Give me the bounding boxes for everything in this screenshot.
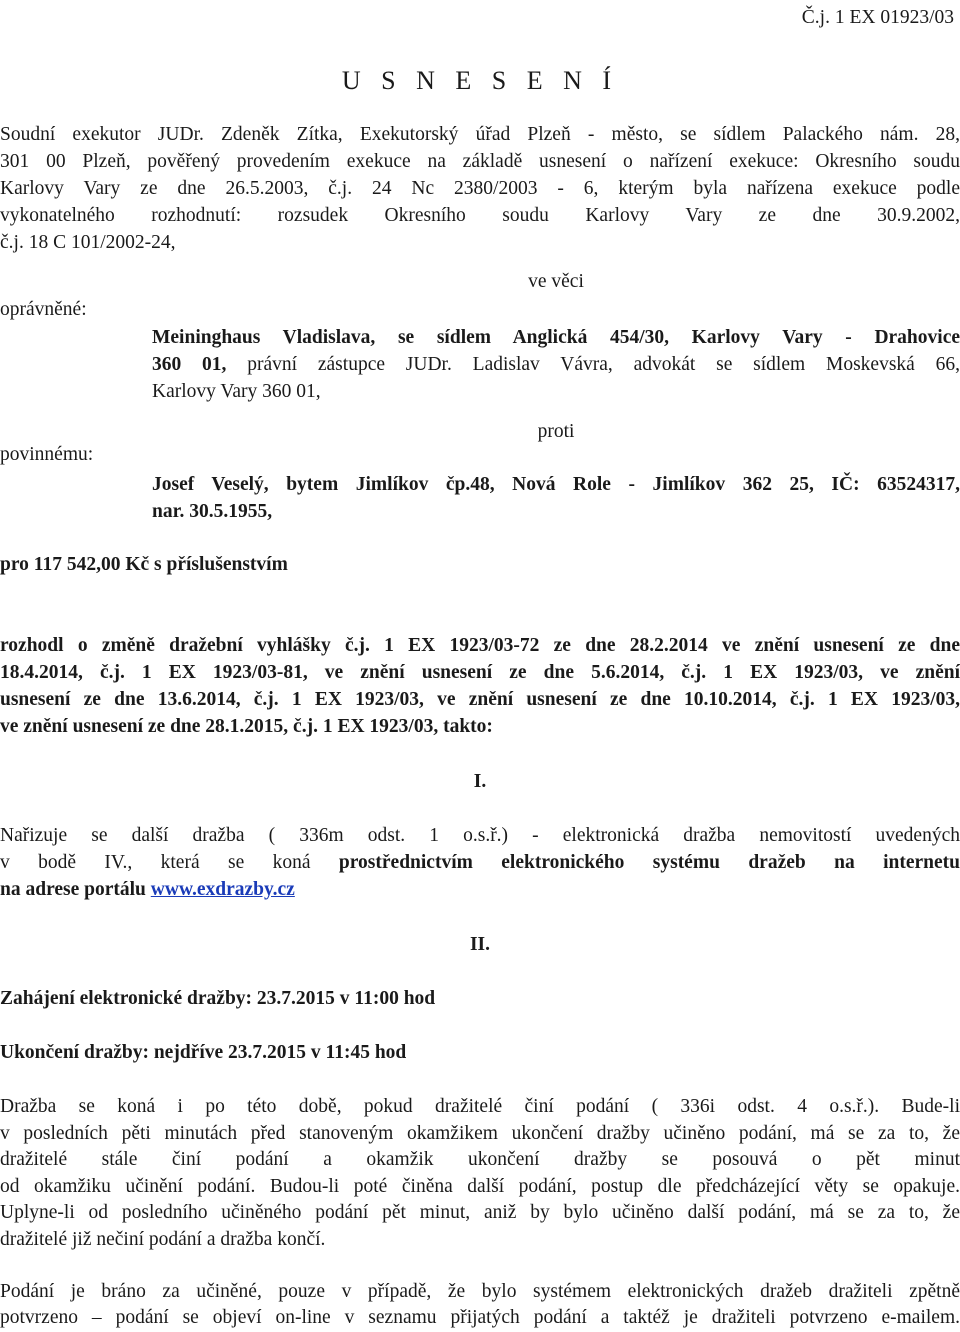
claim-amount: pro 117 542,00 Kč s příslušenstvím: [0, 554, 288, 575]
para-1-line-2: v posledních pěti minutách před stanoveným okamžikem ukončení dražby učiněno podání, má se za to, že: [0, 1123, 960, 1144]
decision-line-3: usnesení ze dne 13.6.2014, č.j. 1 EX 1923/03, ve znění usnesení ze dne 10.10.2014, č.j. 1 EX 1923/03,: [0, 689, 960, 710]
debtor-line-1: Josef Veselý, bytem Jimlíkov čp.48, Nová Role - Jimlíkov 362 25, IČ: 63524317,: [152, 474, 960, 495]
para-2-line-1: Podání je bráno za učiněné, pouze v případě, že bylo systémem elektronických dražeb dražiteli zpětně: [0, 1281, 960, 1302]
proti-label: proti: [537, 421, 575, 442]
section-1-line-3: [0, 876, 960, 903]
creditor-line-3: Karlovy Vary 360 01,: [152, 381, 321, 402]
portal-label: na adrese portálu: [0, 879, 151, 900]
auction-start: Zahájení elektronické dražby: 23.7.2015 v 11:00 hod: [0, 988, 436, 1009]
creditor-label: oprávněné:: [0, 299, 87, 320]
case-reference: Č.j. 1 EX 01923/03: [801, 7, 954, 28]
creditor-line-1: Meininghaus Vladislava, se sídlem Anglická 454/30, Karlovy Vary - Drahovice: [152, 327, 960, 348]
section-1-line-2-text: v bodě IV., která se koná: [0, 852, 339, 873]
document-title: U S N E S E N Í: [341, 66, 619, 95]
para-1-line-6: dražitelé již nečiní podání a dražba končí.: [0, 1229, 326, 1250]
decision-line-1: rozhodl o změně dražební vyhlášky č.j. 1 EX 1923/03-72 ze dne 28.2.2014 ve znění usnesení ze dne: [0, 635, 960, 656]
debtor-line-2: nar. 30.5.1955,: [152, 501, 273, 522]
para-1-line-1: Dražba se koná i po této době, pokud dražitelé činí podání ( 336i odst. 4 o.s.ř.). Bude-li: [0, 1096, 960, 1117]
intro-line-1: Soudní exekutor JUDr. Zdeněk Zítka, Exekutorský úřad Plzeň - město, se sídlem Palackého nám. 28,: [0, 124, 960, 145]
creditor-lawyer: právní zástupce JUDr. Ladislav Vávra, advokát se sídlem Moskevská 66,: [226, 354, 960, 375]
intro-line-5: č.j. 18 C 101/2002-24,: [0, 232, 176, 253]
para-1-line-4: od okamžiku učinění podání. Budou-li poté činěna další podání, postup dle předcházející věty se opakuje.: [0, 1176, 960, 1197]
decision-line-2: 18.4.2014, č.j. 1 EX 1923/03-81, ve znění usnesení ze dne 5.6.2014, č.j. 1 EX 1923/03, ve znění: [0, 662, 960, 683]
decision-line-4: ve znění usnesení ze dne 28.1.2015, č.j. 1 EX 1923/03, takto:: [0, 716, 493, 737]
intro-line-4: vykonatelného rozhodnutí: rozsudek Okresního soudu Karlovy Vary ze dne 30.9.2002,: [0, 205, 960, 226]
para-1-line-5: Uplyne-li od posledního učiněného podání pět minut, aniž by bylo učiněno další podání, má se za to, že: [0, 1202, 960, 1223]
section-1-system-text: prostřednictvím elektronického systému dražeb na internetu: [338, 852, 960, 873]
section-2-numeral: II.: [469, 934, 491, 955]
creditor-line-2: [152, 351, 960, 378]
ve-veci-label: ve věci: [528, 271, 584, 292]
auction-end: Ukončení dražby: nejdříve 23.7.2015 v 11:45 hod: [0, 1042, 407, 1063]
para-2-line-2: potvrzeno – podání se objeví on-line v seznamu přijatých podání a taktéž je dražiteli potvrzeno e-mailem.: [0, 1307, 960, 1328]
para-1-line-3: dražitelé stále činí podání a okamžik ukončení dražby se posouvá o pět minut: [0, 1149, 960, 1170]
creditor-postcode: 360 01,: [152, 354, 227, 375]
intro-line-3: Karlovy Vary ze dne 26.5.2003, č.j. 24 Nc 2380/2003 - 6, kterým byla nařízena exekuce podle: [0, 178, 960, 199]
section-1-numeral: I.: [473, 771, 487, 792]
section-1-line-1: Nařizuje se další dražba ( 336m odst. 1 o.s.ř.) - elektronická dražba nemovitostí uvedených: [0, 825, 960, 846]
portal-link[interactable]: www.exdrazby.cz: [150, 879, 295, 900]
section-1-line-2: [0, 849, 960, 876]
debtor-label: povinnému:: [0, 444, 94, 465]
intro-line-2: 301 00 Plzeň, pověřený provedením exekuce na základě usnesení o nařízení exekuce: Okresního soudu: [0, 151, 960, 172]
